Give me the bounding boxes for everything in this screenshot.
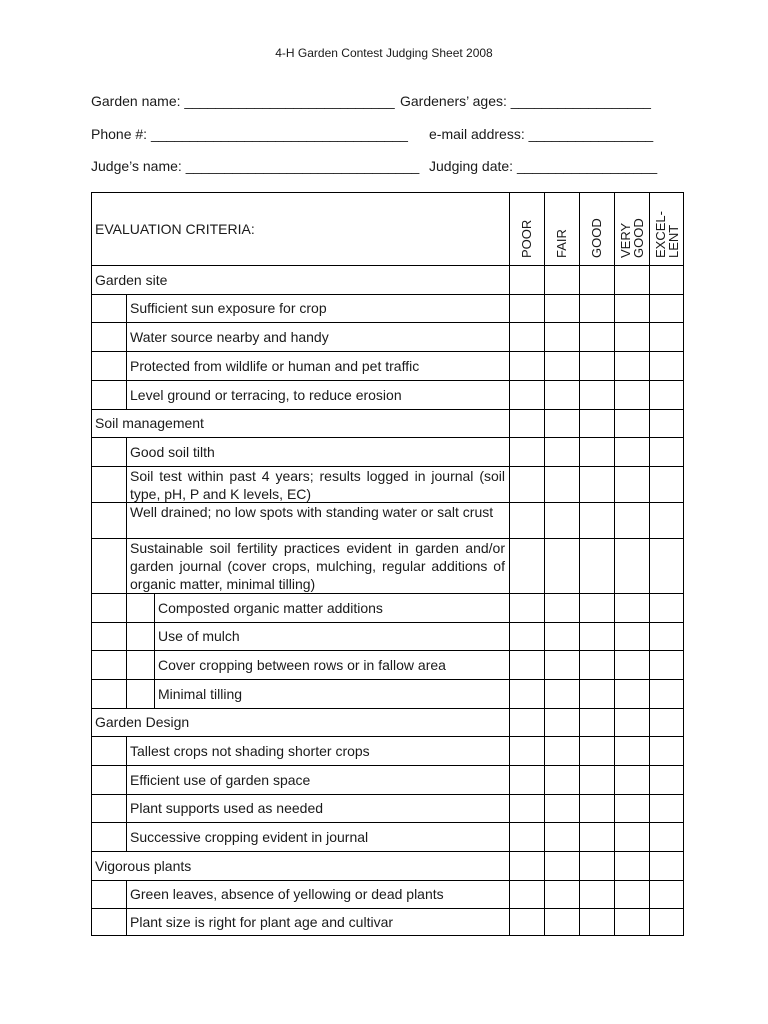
rating-cell[interactable]	[650, 467, 684, 502]
rating-cell[interactable]	[580, 651, 614, 679]
rating-cell[interactable]	[650, 323, 684, 351]
rating-header-very-good: VERY	[617, 222, 633, 258]
criterion-item: Plant size is right for plant age and cultivar	[130, 914, 394, 930]
rating-cell[interactable]	[580, 467, 614, 502]
rating-cell[interactable]	[580, 823, 614, 851]
section-heading: Garden site	[95, 272, 168, 288]
rating-cell[interactable]	[545, 295, 579, 322]
table-rule	[126, 765, 127, 794]
rating-cell[interactable]	[650, 352, 684, 380]
rating-cell[interactable]	[545, 795, 579, 822]
rating-cell[interactable]	[650, 266, 684, 294]
table-rule	[126, 622, 127, 650]
phone-field: Phone #: _________________________________	[91, 126, 408, 142]
rating-cell[interactable]	[615, 467, 649, 502]
rating-cell[interactable]	[510, 881, 544, 908]
rating-cell[interactable]	[545, 766, 579, 794]
rating-cell[interactable]	[615, 795, 649, 822]
table-rule	[126, 794, 127, 822]
rating-cell[interactable]	[545, 467, 579, 502]
table-rule	[126, 650, 127, 679]
table-rule	[126, 380, 127, 409]
rating-cell[interactable]	[615, 594, 649, 622]
rating-cell[interactable]	[650, 680, 684, 708]
rating-cell[interactable]	[510, 737, 544, 765]
rating-cell[interactable]	[615, 266, 649, 294]
rating-cell[interactable]	[580, 623, 614, 650]
rating-cell[interactable]	[510, 266, 544, 294]
table-rule	[126, 502, 127, 538]
table-rule	[91, 192, 92, 936]
rating-header-excel-lent: LENT	[665, 224, 681, 258]
rating-cell[interactable]	[580, 352, 614, 380]
rating-cell[interactable]	[615, 852, 649, 880]
rating-cell[interactable]	[615, 539, 649, 593]
rating-cell[interactable]	[510, 623, 544, 650]
table-rule	[154, 622, 155, 650]
rating-cell[interactable]	[580, 594, 614, 622]
criterion-item: Successive cropping evident in journal	[130, 829, 369, 845]
criterion-item: Use of mulch	[158, 628, 240, 644]
rating-cell[interactable]	[650, 795, 684, 822]
table-rule	[154, 679, 155, 708]
page-title: 4-H Garden Contest Judging Sheet 2008	[275, 46, 493, 60]
rating-cell[interactable]	[580, 381, 614, 409]
rating-cell[interactable]	[545, 352, 579, 380]
rating-cell[interactable]	[545, 438, 579, 466]
rating-cell[interactable]	[510, 467, 544, 502]
rating-cell[interactable]	[510, 795, 544, 822]
rating-cell[interactable]	[650, 709, 684, 736]
table-rule	[126, 593, 127, 622]
rating-cell[interactable]	[510, 709, 544, 736]
criterion-item: Good soil tilth	[130, 444, 215, 460]
rating-cell[interactable]	[545, 823, 579, 851]
rating-header-good: GOOD	[589, 218, 604, 258]
rating-cell[interactable]	[615, 381, 649, 409]
rating-cell[interactable]	[545, 323, 579, 351]
table-rule	[126, 538, 127, 593]
rating-cell[interactable]	[615, 410, 649, 437]
rating-cell[interactable]	[580, 795, 614, 822]
rating-cell[interactable]	[650, 438, 684, 466]
rating-cell[interactable]	[650, 766, 684, 794]
rating-cell[interactable]	[510, 295, 544, 322]
rating-cell[interactable]	[510, 823, 544, 851]
rating-cell[interactable]	[580, 709, 614, 736]
rating-cell[interactable]	[580, 503, 614, 538]
rating-cell[interactable]	[615, 680, 649, 708]
criterion-item: Plant supports used as needed	[130, 800, 324, 816]
section-heading: Soil management	[95, 415, 204, 431]
rating-cell[interactable]	[615, 623, 649, 650]
criterion-item: Sustainable soil fertility practices evident in garden and/or garden journal (cover crops, mulching, regular additions of organic matter, minimal tilling)	[130, 540, 505, 592]
rating-cell[interactable]	[615, 352, 649, 380]
rating-cell[interactable]	[650, 909, 684, 936]
rating-cell[interactable]	[650, 410, 684, 437]
rating-cell[interactable]	[650, 539, 684, 593]
rating-cell[interactable]	[510, 352, 544, 380]
rating-cell[interactable]	[510, 539, 544, 593]
evaluation-table	[91, 192, 684, 936]
judge-name-field: Judge’s name: ______________________________	[91, 158, 420, 174]
rating-cell[interactable]	[510, 323, 544, 351]
rating-cell[interactable]	[650, 295, 684, 322]
criterion-item: Tallest crops not shading shorter crops	[130, 743, 370, 759]
rating-cell[interactable]	[545, 881, 579, 908]
rating-cell[interactable]	[580, 881, 614, 908]
rating-cell[interactable]	[510, 852, 544, 880]
rating-cell[interactable]	[580, 438, 614, 466]
rating-cell[interactable]	[615, 295, 649, 322]
email-field: e-mail address: ________________	[429, 126, 654, 142]
rating-cell[interactable]	[650, 503, 684, 538]
rating-cell[interactable]	[650, 651, 684, 679]
rating-cell[interactable]	[580, 680, 614, 708]
rating-header-poor: POOR	[519, 219, 534, 258]
criterion-item: Water source nearby and handy	[130, 329, 329, 345]
gardeners-ages-field: Gardeners’ ages: __________________	[400, 93, 651, 109]
rating-cell[interactable]	[615, 881, 649, 908]
rating-cell[interactable]	[615, 709, 649, 736]
criterion-item: Green leaves, absence of yellowing or dead plants	[130, 886, 444, 902]
criteria-header: EVALUATION CRITERIA:	[95, 221, 255, 237]
table-rule	[126, 351, 127, 380]
rating-cell[interactable]	[580, 766, 614, 794]
criterion-item: Composted organic matter additions	[158, 600, 383, 616]
rating-cell[interactable]	[545, 680, 579, 708]
rating-cell[interactable]	[650, 381, 684, 409]
rating-cell[interactable]	[615, 823, 649, 851]
rating-cell[interactable]	[510, 909, 544, 936]
rating-cell[interactable]	[545, 381, 579, 409]
rating-header-fair: FAIR	[554, 229, 569, 258]
rating-cell[interactable]	[545, 539, 579, 593]
rating-cell[interactable]	[615, 909, 649, 936]
criterion-item: Cover cropping between rows or in fallow area	[158, 657, 446, 673]
rating-cell[interactable]	[510, 381, 544, 409]
section-heading: Vigorous plants	[95, 858, 192, 874]
table-rule	[126, 880, 127, 908]
rating-cell[interactable]	[545, 651, 579, 679]
rating-cell[interactable]	[510, 651, 544, 679]
table-rule	[126, 908, 127, 936]
criterion-item: Soil test within past 4 years; results logged in journal (soil type, pH, P and K levels, EC)	[130, 468, 505, 502]
criterion-item: Efficient use of garden space	[130, 772, 311, 788]
judging-date-field: Judging date: __________________	[429, 158, 658, 174]
rating-cell[interactable]	[545, 909, 579, 936]
rating-cell[interactable]	[510, 680, 544, 708]
rating-cell[interactable]	[580, 539, 614, 593]
rating-cell[interactable]	[545, 709, 579, 736]
criterion-item: Sufficient sun exposure for crop	[130, 300, 327, 316]
rating-cell[interactable]	[650, 737, 684, 765]
rating-cell[interactable]	[580, 410, 614, 437]
rating-header-excel-lent: EXCEL-	[652, 211, 668, 258]
rating-cell[interactable]	[650, 852, 684, 880]
rating-cell[interactable]	[545, 852, 579, 880]
table-rule	[154, 650, 155, 679]
criterion-item: Level ground or terracing, to reduce erosion	[130, 387, 402, 403]
rating-cell[interactable]	[615, 651, 649, 679]
rating-cell[interactable]	[650, 594, 684, 622]
rating-cell[interactable]	[650, 881, 684, 908]
table-rule	[126, 736, 127, 765]
table-rule	[91, 192, 684, 193]
table-rule	[154, 593, 155, 622]
section-heading: Garden Design	[95, 714, 190, 730]
rating-cell[interactable]	[545, 503, 579, 538]
rating-cell[interactable]	[545, 737, 579, 765]
criterion-item: Protected from wildlife or human and pet traffic	[130, 358, 420, 374]
rating-cell[interactable]	[510, 503, 544, 538]
rating-cell[interactable]	[580, 266, 614, 294]
table-rule	[126, 466, 127, 502]
criterion-item: Minimal tilling	[158, 686, 243, 702]
table-rule	[126, 679, 127, 708]
table-rule	[126, 437, 127, 466]
rating-cell[interactable]	[510, 766, 544, 794]
rating-cell[interactable]	[510, 410, 544, 437]
rating-cell[interactable]	[650, 623, 684, 650]
rating-cell[interactable]	[615, 737, 649, 765]
rating-cell[interactable]	[545, 623, 579, 650]
rating-cell[interactable]	[580, 852, 614, 880]
rating-cell[interactable]	[580, 295, 614, 322]
rating-cell[interactable]	[650, 823, 684, 851]
rating-cell[interactable]	[510, 438, 544, 466]
rating-cell[interactable]	[615, 503, 649, 538]
rating-cell[interactable]	[615, 438, 649, 466]
rating-cell[interactable]	[615, 323, 649, 351]
garden-name-field: Garden name: ___________________________	[91, 93, 395, 109]
rating-cell[interactable]	[580, 737, 614, 765]
rating-cell[interactable]	[510, 594, 544, 622]
rating-cell[interactable]	[615, 766, 649, 794]
table-rule	[126, 294, 127, 322]
rating-cell[interactable]	[545, 266, 579, 294]
rating-cell[interactable]	[545, 410, 579, 437]
rating-cell[interactable]	[580, 909, 614, 936]
table-rule	[126, 822, 127, 851]
table-rule	[126, 322, 127, 351]
rating-cell[interactable]	[580, 323, 614, 351]
criterion-item: Well drained; no low spots with standing water or salt crust	[130, 504, 494, 520]
rating-cell[interactable]	[545, 594, 579, 622]
rating-header-very-good: GOOD	[630, 218, 646, 258]
